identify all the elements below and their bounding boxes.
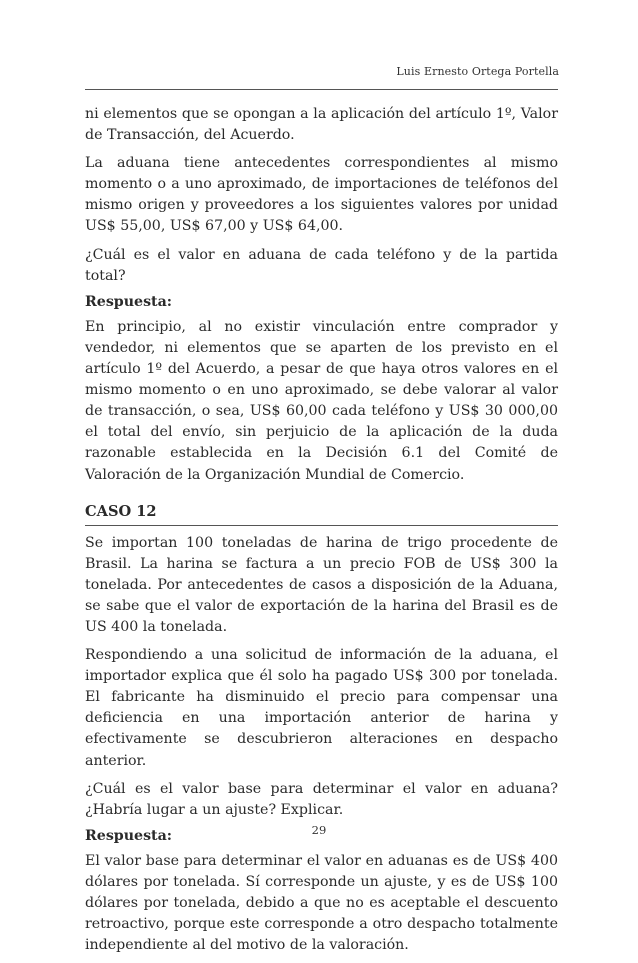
case-body [85,533,558,957]
case-heading: CASO 12 [85,502,558,526]
answer-paragraph: El valor base para determinar el valor en aduanas es de US$ 400 dólares por tonelada. Sí corresponde un ajuste, y es de US$ 100 dólares por tonelada, debido a que no es aceptable el descuento retroactivo, porque este corresponde a otro despacho totalmente independiente al del motivo de la valoración. [85,852,558,954]
answer-label: Respuesta: [85,827,173,844]
case-question: ¿Cuál es el valor base para determinar el valor en aduana? ¿Habría lugar a un ajuste? Explicar. [85,780,558,818]
page-number: 29 [311,823,327,837]
running-header-author: Luis Ernesto Ortega Portella [396,65,559,78]
body-paragraph: ni elementos que se opongan a la aplicación del artículo 1º, Valor de Transacción, del Acuerdo. [85,106,558,144]
body-paragraph: La aduana tiene antecedentes correspondientes al mismo momento o a uno aproximado, de importaciones de teléfonos del mismo origen y proveedores a los siguientes valores por unidad US$ 55,00, US$ 67,00 y US$ 64,00. [85,155,558,235]
answer-paragraph: En principio, al no existir vinculación entre comprador y vendedor, ni elementos que se aparten de los previsto en el artículo 1º del Acuerdo, a pesar de que haya otros valores en el mismo momento o en uno aproximado, se debe valorar al valor de transacción, o sea, US$ 60,00 cada teléfono y US$ 30 000,00 el total del envío, sin perjuicio de la aplicación de la duda razonable establecida en la Decisión 6.1 del Comité de Valoración de la Organización Mundial de Comercio. [85,318,558,483]
case-paragraph: Se importan 100 toneladas de harina de trigo procedente de Brasil. La harina se factura a un precio FOB de US$ 300 la tonelada. Por antecedentes de casos a disposición de la Aduana, se sabe que el valor de exportación de la harina del Brasil es de US 400 la tonelada. [85,534,558,635]
question-paragraph: ¿Cuál es el valor en aduana de cada teléfono y de la partida total? [85,246,558,284]
header-rule [85,89,558,90]
case-paragraph: Respondiendo a una solicitud de información de la aduana, el importador explica que él solo ha pagado US$ 300 por tonelada. El fabricante ha disminuido el precio para compensar una deficiencia en una importación anterior de harina y efectivamente se descubrieron alteraciones en despacho anterior. [85,647,558,769]
answer-label: Respuesta: [85,293,173,310]
